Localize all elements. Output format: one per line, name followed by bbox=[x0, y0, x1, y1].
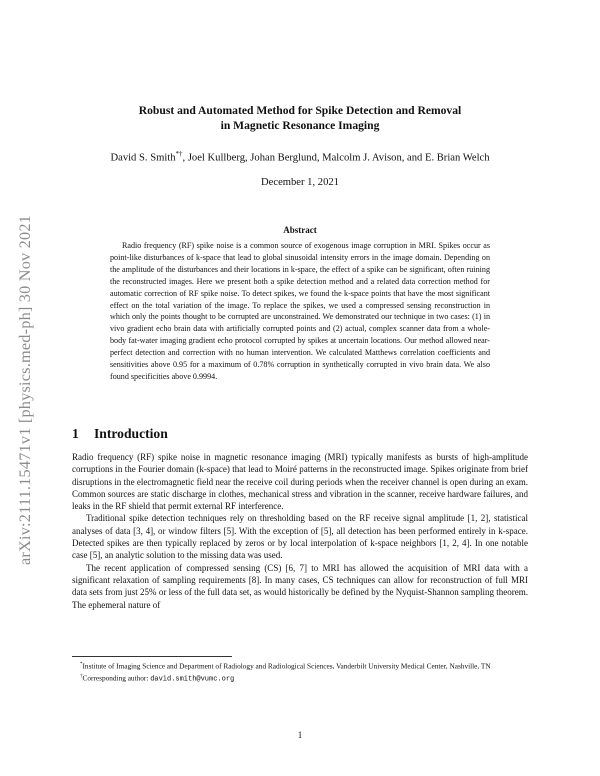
footnotes bbox=[72, 660, 528, 684]
affiliation-footnote: *Institute of Imaging Science and Department of Radiology and Radiological Sciences, Vanderbilt University Medical Center, Nashville, TN bbox=[80, 661, 491, 671]
title-line: in Magnetic Resonance Imaging bbox=[220, 119, 380, 132]
other-authors: , Joel Kullberg, Johan Berglund, Malcolm J. Avison, and E. Brian Welch bbox=[182, 152, 490, 164]
introduction-body bbox=[72, 451, 528, 611]
page-number: 1 bbox=[297, 730, 303, 740]
abstract-heading: Abstract bbox=[283, 225, 317, 235]
first-author: David S. Smith bbox=[110, 152, 176, 164]
author-list bbox=[60, 150, 540, 164]
paper-date: December 1, 2021 bbox=[261, 177, 339, 188]
arxiv-identifier-stamp bbox=[14, 162, 35, 618]
section-number: 1 bbox=[72, 426, 79, 441]
author-footnote-marks: *† bbox=[175, 150, 183, 158]
section-heading bbox=[72, 426, 168, 442]
paper-title bbox=[70, 103, 530, 133]
footnote-divider bbox=[72, 656, 232, 657]
corresponding-author-footnote: †Corresponding author: david.smith@vumc.org bbox=[80, 673, 235, 684]
arxiv-identifier-text: arXiv:2111.15471v1 [physics.med-ph] 30 Nov 2021 bbox=[14, 214, 34, 566]
corresponding-email[interactable]: david.smith@vumc.org bbox=[150, 675, 235, 684]
abstract-body bbox=[110, 240, 490, 383]
body-paragraph: Traditional spike detection techniques rely on thresholding based on the RF receive signal amplitude [1, 2], statistical analyses of data [3, 4], or window filters [5]. With the exception of [5], all detection has been performed entirely in k-space. Detected spikes are then typically replaced by zeros or by local interpolation of k-space neighbors [1, 2, 4]. In one notable case [5], an analytic solution to the missing data was used. bbox=[72, 513, 528, 561]
section-title: Introduction bbox=[94, 426, 168, 441]
body-paragraph: Radio frequency (RF) spike noise in magnetic resonance imaging (MRI) typically manifests as bursts of high-amplitude corruptions in the Fourier domain (k-space) that lead to Moiré patterns in the reconstructed image. Spikes originate from brief disruptions in the electromagnetic field near the receive coil during periods when the receiver channel is open during an exam. Common sources are static discharge in clothes, mechanical stress and vibration in the scanner, receive hardware failures, and leaks in the RF shield that permit external RF interference. bbox=[72, 452, 528, 512]
abstract-text: Radio frequency (RF) spike noise is a common source of exogenous image corruption in MRI. Spikes occur as point-like disturbances of k-space that lead to global sinusoidal intensity errors in the image domain. Depending on the amplitude of the disturbances and their locations in k-space, the effect of a spike can be significant, often ruining the reconstructed images. Here we present both a spike detection method and a related data correction method for automatic correction of RF spike noise. To detect spikes, we found the k-space points that have the most significant effect on the total variation of the image. To replace the spikes, we used a compressed sensing reconstruction in which only the points thought to be corrupted are unconstrained. We demonstrated our technique in two cases: (1) in vivo gradient echo brain data with artificially corrupted points and (2) actual, complex scanner data from a whole-body fat-water imaging gradient echo protocol corrupted by spikes at uncertain locations. Our method allowed near-perfect detection and correction with no human intervention. We calculated Matthews correlation coefficients and sensitivities above 0.95 for a maximum of 0.78% corruption in synthetically corrupted in vivo brain data. We also found specificities above 0.9994. bbox=[110, 241, 490, 381]
body-paragraph: The recent application of compressed sensing (CS) [6, 7] to MRI has allowed the acquisition of MRI data with a significant relaxation of sampling requirements [8]. In many cases, CS techniques can allow for reconstruction of full MRI data sets from just 25% or less of the full data set, as would historically be defined by the Nyquist-Shannon sampling theorem. The ephemeral nature of bbox=[72, 562, 528, 610]
title-line: Robust and Automated Method for Spike Detection and Removal bbox=[138, 104, 462, 117]
